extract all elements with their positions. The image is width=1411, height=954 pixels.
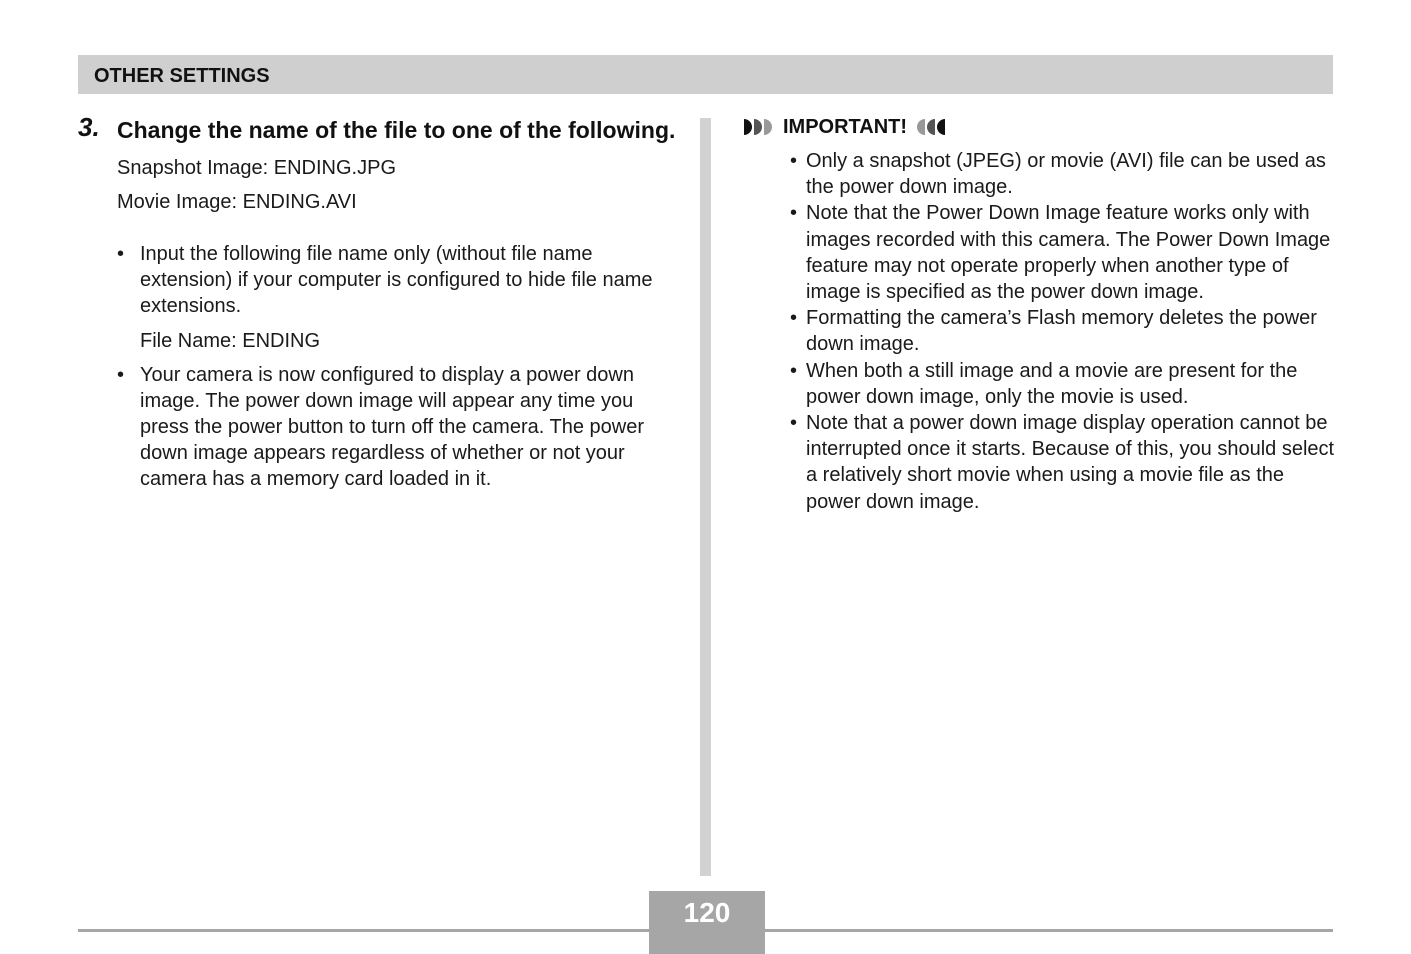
step-notes-list xyxy=(117,241,678,493)
step-heading xyxy=(78,112,678,145)
movie-filename-line: Movie Image: ENDING.AVI xyxy=(117,191,357,213)
page-number-box xyxy=(649,891,765,954)
important-text: When both a still image and a movie are present for the power down image, only the movie is used. xyxy=(806,359,1298,408)
list-item xyxy=(790,148,1339,200)
triple-arrow-left-icon xyxy=(914,119,945,135)
right-column xyxy=(744,114,1339,515)
left-column xyxy=(78,112,678,493)
important-text: Only a snapshot (JPEG) or movie (AVI) file can be used as the power down image. xyxy=(806,150,1326,199)
important-text: Note that the Power Down Image feature works only with images recorded with this camera. The Power Down Image feature may not operate properly when another type of image is specified as the power down image. xyxy=(806,202,1331,304)
list-item xyxy=(117,241,678,320)
bullet-icon: • xyxy=(790,412,798,435)
step-title: Change the name of the file to one of the following. xyxy=(117,117,676,143)
section-header-bar xyxy=(78,55,1333,94)
list-item xyxy=(790,305,1339,357)
filename-example: File Name: ENDING xyxy=(140,329,321,352)
bullet-icon: • xyxy=(790,307,798,330)
snapshot-filename-line: Snapshot Image: ENDING.JPG xyxy=(117,157,397,179)
column-divider xyxy=(700,118,711,876)
bullet-icon: • xyxy=(117,363,125,386)
important-label: IMPORTANT! xyxy=(783,115,908,138)
note-text: Input the following file name only (without file name extension) if your computer is configured to hide file name extensions. xyxy=(140,243,653,318)
bullet-icon: • xyxy=(790,202,798,225)
section-title: OTHER SETTINGS xyxy=(94,65,270,87)
important-list xyxy=(790,148,1339,515)
important-text: Formatting the camera’s Flash memory deletes the power down image. xyxy=(806,307,1317,356)
step-number: 3. xyxy=(78,112,100,142)
list-item xyxy=(790,200,1339,305)
list-item xyxy=(790,358,1339,410)
page-number: 120 xyxy=(683,897,731,928)
important-heading xyxy=(744,114,1339,140)
important-text: Note that a power down image display operation cannot be interrupted once it starts. Because of this, you should select a relatively short movie when using a movie file as the power down image. xyxy=(806,412,1335,513)
list-item xyxy=(117,362,678,493)
list-item xyxy=(790,410,1339,515)
bullet-icon: • xyxy=(117,243,125,265)
bullet-icon: • xyxy=(790,359,798,382)
triple-arrow-right-icon xyxy=(744,119,775,135)
bullet-icon: • xyxy=(790,150,798,172)
note-text: Your camera is now configured to display a power down image. The power down image will appear any time you press the power button to turn off the camera. The power down image appears regardless of whether or not your camera has a memory card loaded in it. xyxy=(140,363,644,491)
